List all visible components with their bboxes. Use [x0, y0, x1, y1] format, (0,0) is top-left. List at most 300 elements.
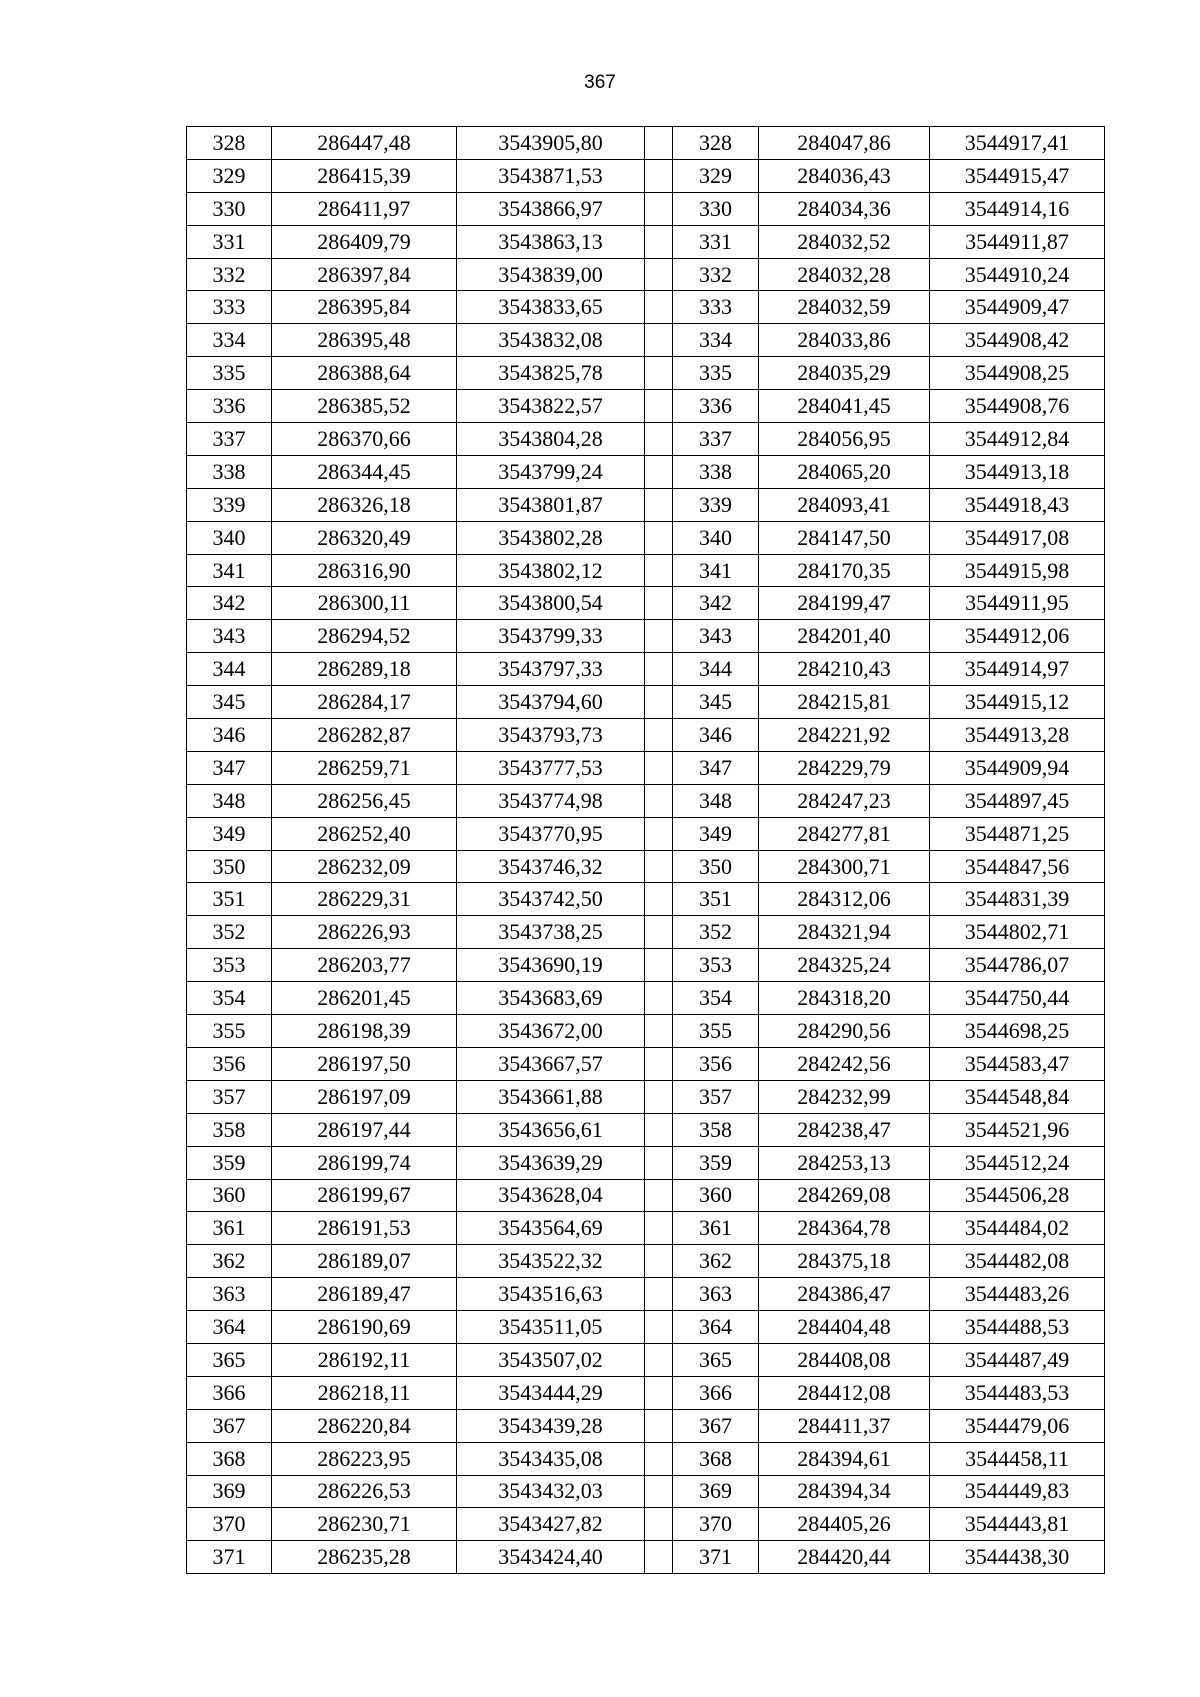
table-row: [187, 159, 1105, 192]
x-coordinate-right: 284170,35: [759, 554, 930, 587]
y-coordinate-left: 3543871,53: [457, 159, 645, 192]
y-coordinate-left: 3543516,63: [457, 1278, 645, 1311]
point-number-left: 334: [187, 324, 272, 357]
y-coordinate-right: 3544913,18: [930, 455, 1105, 488]
y-coordinate-right: 3544698,25: [930, 1015, 1105, 1048]
x-coordinate-left: 286326,18: [272, 488, 457, 521]
point-number-right: 347: [673, 751, 759, 784]
point-number-left: 344: [187, 653, 272, 686]
y-coordinate-left: 3543802,12: [457, 554, 645, 587]
point-number-right: 361: [673, 1212, 759, 1245]
y-coordinate-right: 3544912,06: [930, 620, 1105, 653]
y-coordinate-right: 3544483,53: [930, 1376, 1105, 1409]
y-coordinate-left: 3543863,13: [457, 225, 645, 258]
table-row: [187, 1343, 1105, 1376]
y-coordinate-left: 3543522,32: [457, 1245, 645, 1278]
x-coordinate-left: 286190,69: [272, 1311, 457, 1344]
y-coordinate-left: 3543801,87: [457, 488, 645, 521]
y-coordinate-right: 3544917,41: [930, 127, 1105, 160]
point-number-right: 358: [673, 1113, 759, 1146]
x-coordinate-left: 286226,93: [272, 916, 457, 949]
point-number-right: 341: [673, 554, 759, 587]
spacer-cell: [645, 1113, 673, 1146]
point-number-left: 364: [187, 1311, 272, 1344]
x-coordinate-right: 284199,47: [759, 587, 930, 620]
x-coordinate-right: 284408,08: [759, 1343, 930, 1376]
y-coordinate-left: 3543564,69: [457, 1212, 645, 1245]
spacer-cell: [645, 357, 673, 390]
y-coordinate-right: 3544911,95: [930, 587, 1105, 620]
table-row: [187, 1113, 1105, 1146]
table-row: [187, 127, 1105, 160]
x-coordinate-right: 284065,20: [759, 455, 930, 488]
point-number-right: 346: [673, 719, 759, 752]
x-coordinate-right: 284147,50: [759, 521, 930, 554]
x-coordinate-right: 284036,43: [759, 159, 930, 192]
y-coordinate-left: 3543511,05: [457, 1311, 645, 1344]
y-coordinate-right: 3544914,16: [930, 192, 1105, 225]
y-coordinate-right: 3544913,28: [930, 719, 1105, 752]
point-number-right: 339: [673, 488, 759, 521]
x-coordinate-right: 284232,99: [759, 1080, 930, 1113]
y-coordinate-left: 3543639,29: [457, 1146, 645, 1179]
x-coordinate-right: 284412,08: [759, 1376, 930, 1409]
y-coordinate-left: 3543800,54: [457, 587, 645, 620]
x-coordinate-right: 284386,47: [759, 1278, 930, 1311]
point-number-left: 330: [187, 192, 272, 225]
point-number-right: 330: [673, 192, 759, 225]
table-row: [187, 390, 1105, 423]
x-coordinate-left: 286294,52: [272, 620, 457, 653]
x-coordinate-right: 284312,06: [759, 883, 930, 916]
table-row: [187, 1376, 1105, 1409]
spacer-cell: [645, 192, 673, 225]
y-coordinate-right: 3544910,24: [930, 258, 1105, 291]
y-coordinate-right: 3544871,25: [930, 817, 1105, 850]
x-coordinate-left: 286192,11: [272, 1343, 457, 1376]
point-number-right: 356: [673, 1047, 759, 1080]
table-row: [187, 1442, 1105, 1475]
spacer-cell: [645, 258, 673, 291]
x-coordinate-left: 286197,09: [272, 1080, 457, 1113]
y-coordinate-right: 3544915,12: [930, 686, 1105, 719]
point-number-right: 362: [673, 1245, 759, 1278]
point-number-left: 363: [187, 1278, 272, 1311]
spacer-cell: [645, 850, 673, 883]
y-coordinate-left: 3543424,40: [457, 1541, 645, 1574]
table-row: [187, 192, 1105, 225]
y-coordinate-left: 3543742,50: [457, 883, 645, 916]
x-coordinate-right: 284093,41: [759, 488, 930, 521]
y-coordinate-right: 3544548,84: [930, 1080, 1105, 1113]
point-number-left: 350: [187, 850, 272, 883]
y-coordinate-right: 3544802,71: [930, 916, 1105, 949]
x-coordinate-left: 286218,11: [272, 1376, 457, 1409]
spacer-cell: [645, 1245, 673, 1278]
point-number-left: 360: [187, 1179, 272, 1212]
spacer-cell: [645, 423, 673, 456]
y-coordinate-left: 3543432,03: [457, 1475, 645, 1508]
point-number-left: 366: [187, 1376, 272, 1409]
x-coordinate-right: 284229,79: [759, 751, 930, 784]
point-number-right: 363: [673, 1278, 759, 1311]
point-number-left: 359: [187, 1146, 272, 1179]
spacer-cell: [645, 751, 673, 784]
x-coordinate-left: 286197,44: [272, 1113, 457, 1146]
point-number-left: 341: [187, 554, 272, 587]
point-number-right: 368: [673, 1442, 759, 1475]
x-coordinate-right: 284300,71: [759, 850, 930, 883]
table-row: [187, 1080, 1105, 1113]
point-number-right: 335: [673, 357, 759, 390]
y-coordinate-right: 3544750,44: [930, 982, 1105, 1015]
y-coordinate-right: 3544438,30: [930, 1541, 1105, 1574]
table-row: [187, 653, 1105, 686]
x-coordinate-left: 286397,84: [272, 258, 457, 291]
spacer-cell: [645, 127, 673, 160]
y-coordinate-right: 3544917,08: [930, 521, 1105, 554]
spacer-cell: [645, 817, 673, 850]
spacer-cell: [645, 1409, 673, 1442]
table-row: [187, 1278, 1105, 1311]
x-coordinate-left: 286203,77: [272, 949, 457, 982]
x-coordinate-right: 284047,86: [759, 127, 930, 160]
x-coordinate-left: 286189,47: [272, 1278, 457, 1311]
y-coordinate-left: 3543905,80: [457, 127, 645, 160]
x-coordinate-left: 286282,87: [272, 719, 457, 752]
point-number-left: 343: [187, 620, 272, 653]
spacer-cell: [645, 686, 673, 719]
point-number-left: 365: [187, 1343, 272, 1376]
x-coordinate-right: 284032,52: [759, 225, 930, 258]
point-number-right: 333: [673, 291, 759, 324]
y-coordinate-left: 3543799,24: [457, 455, 645, 488]
point-number-left: 361: [187, 1212, 272, 1245]
x-coordinate-left: 286232,09: [272, 850, 457, 883]
spacer-cell: [645, 982, 673, 1015]
point-number-left: 351: [187, 883, 272, 916]
spacer-cell: [645, 159, 673, 192]
y-coordinate-left: 3543799,33: [457, 620, 645, 653]
y-coordinate-left: 3543672,00: [457, 1015, 645, 1048]
y-coordinate-right: 3544911,87: [930, 225, 1105, 258]
table-row: [187, 1475, 1105, 1508]
x-coordinate-left: 286230,71: [272, 1508, 457, 1541]
y-coordinate-right: 3544458,11: [930, 1442, 1105, 1475]
x-coordinate-left: 286197,50: [272, 1047, 457, 1080]
table-row: [187, 554, 1105, 587]
x-coordinate-right: 284247,23: [759, 784, 930, 817]
y-coordinate-left: 3543435,08: [457, 1442, 645, 1475]
point-number-left: 352: [187, 916, 272, 949]
y-coordinate-left: 3543439,28: [457, 1409, 645, 1442]
x-coordinate-left: 286411,97: [272, 192, 457, 225]
y-coordinate-left: 3543690,19: [457, 949, 645, 982]
spacer-cell: [645, 1015, 673, 1048]
spacer-cell: [645, 1278, 673, 1311]
table-row: [187, 225, 1105, 258]
spacer-cell: [645, 719, 673, 752]
point-number-left: 339: [187, 488, 272, 521]
spacer-cell: [645, 916, 673, 949]
point-number-right: 367: [673, 1409, 759, 1442]
y-coordinate-right: 3544909,94: [930, 751, 1105, 784]
spacer-cell: [645, 455, 673, 488]
x-coordinate-left: 286229,31: [272, 883, 457, 916]
spacer-cell: [645, 1146, 673, 1179]
y-coordinate-right: 3544908,25: [930, 357, 1105, 390]
point-number-left: 340: [187, 521, 272, 554]
point-number-left: 354: [187, 982, 272, 1015]
point-number-left: 336: [187, 390, 272, 423]
point-number-right: 338: [673, 455, 759, 488]
x-coordinate-right: 284321,94: [759, 916, 930, 949]
table-row: [187, 521, 1105, 554]
y-coordinate-right: 3544915,98: [930, 554, 1105, 587]
point-number-left: 370: [187, 1508, 272, 1541]
table-row: [187, 686, 1105, 719]
x-coordinate-left: 286316,90: [272, 554, 457, 587]
spacer-cell: [645, 1343, 673, 1376]
table-row: [187, 1179, 1105, 1212]
y-coordinate-left: 3543833,65: [457, 291, 645, 324]
point-number-left: 367: [187, 1409, 272, 1442]
spacer-cell: [645, 587, 673, 620]
point-number-left: 331: [187, 225, 272, 258]
x-coordinate-left: 286284,17: [272, 686, 457, 719]
x-coordinate-left: 286259,71: [272, 751, 457, 784]
y-coordinate-right: 3544583,47: [930, 1047, 1105, 1080]
y-coordinate-left: 3543832,08: [457, 324, 645, 357]
point-number-left: 355: [187, 1015, 272, 1048]
point-number-right: 369: [673, 1475, 759, 1508]
table-row: [187, 1212, 1105, 1245]
spacer-cell: [645, 554, 673, 587]
x-coordinate-right: 284201,40: [759, 620, 930, 653]
point-number-left: 328: [187, 127, 272, 160]
spacer-cell: [645, 488, 673, 521]
point-number-right: 352: [673, 916, 759, 949]
point-number-left: 329: [187, 159, 272, 192]
y-coordinate-left: 3543825,78: [457, 357, 645, 390]
x-coordinate-right: 284411,37: [759, 1409, 930, 1442]
table-row: [187, 1311, 1105, 1344]
y-coordinate-left: 3543804,28: [457, 423, 645, 456]
point-number-left: 337: [187, 423, 272, 456]
point-number-left: 358: [187, 1113, 272, 1146]
table-row: [187, 719, 1105, 752]
x-coordinate-left: 286447,48: [272, 127, 457, 160]
x-coordinate-left: 286252,40: [272, 817, 457, 850]
point-number-right: 349: [673, 817, 759, 850]
x-coordinate-right: 284394,34: [759, 1475, 930, 1508]
point-number-left: 353: [187, 949, 272, 982]
x-coordinate-right: 284221,92: [759, 719, 930, 752]
x-coordinate-left: 286191,53: [272, 1212, 457, 1245]
y-coordinate-right: 3544918,43: [930, 488, 1105, 521]
x-coordinate-right: 284394,61: [759, 1442, 930, 1475]
point-number-left: 368: [187, 1442, 272, 1475]
table-row: [187, 620, 1105, 653]
point-number-right: 370: [673, 1508, 759, 1541]
table-row: [187, 850, 1105, 883]
table-row: [187, 982, 1105, 1015]
spacer-cell: [645, 521, 673, 554]
x-coordinate-right: 284041,45: [759, 390, 930, 423]
y-coordinate-left: 3543866,97: [457, 192, 645, 225]
y-coordinate-right: 3544443,81: [930, 1508, 1105, 1541]
y-coordinate-right: 3544831,39: [930, 883, 1105, 916]
point-number-right: 328: [673, 127, 759, 160]
point-number-right: 359: [673, 1146, 759, 1179]
point-number-right: 360: [673, 1179, 759, 1212]
point-number-right: 345: [673, 686, 759, 719]
x-coordinate-left: 286226,53: [272, 1475, 457, 1508]
point-number-right: 355: [673, 1015, 759, 1048]
point-number-right: 340: [673, 521, 759, 554]
y-coordinate-right: 3544909,47: [930, 291, 1105, 324]
y-coordinate-right: 3544897,45: [930, 784, 1105, 817]
x-coordinate-left: 286256,45: [272, 784, 457, 817]
y-coordinate-left: 3543797,33: [457, 653, 645, 686]
point-number-left: 338: [187, 455, 272, 488]
x-coordinate-right: 284364,78: [759, 1212, 930, 1245]
y-coordinate-right: 3544487,49: [930, 1343, 1105, 1376]
point-number-right: 365: [673, 1343, 759, 1376]
table-row: [187, 1047, 1105, 1080]
point-number-left: 349: [187, 817, 272, 850]
table-row: [187, 1508, 1105, 1541]
x-coordinate-right: 284269,08: [759, 1179, 930, 1212]
y-coordinate-right: 3544786,07: [930, 949, 1105, 982]
point-number-right: 337: [673, 423, 759, 456]
y-coordinate-right: 3544482,08: [930, 1245, 1105, 1278]
x-coordinate-left: 286320,49: [272, 521, 457, 554]
point-number-right: 348: [673, 784, 759, 817]
coordinates-table: [186, 126, 1105, 1574]
x-coordinate-left: 286370,66: [272, 423, 457, 456]
table-row: [187, 1541, 1105, 1574]
x-coordinate-right: 284290,56: [759, 1015, 930, 1048]
table-row: [187, 751, 1105, 784]
table-row: [187, 258, 1105, 291]
spacer-cell: [645, 1047, 673, 1080]
spacer-cell: [645, 390, 673, 423]
y-coordinate-left: 3543661,88: [457, 1080, 645, 1113]
point-number-right: 336: [673, 390, 759, 423]
point-number-right: 371: [673, 1541, 759, 1574]
x-coordinate-right: 284056,95: [759, 423, 930, 456]
table-row: [187, 1146, 1105, 1179]
x-coordinate-left: 286409,79: [272, 225, 457, 258]
y-coordinate-left: 3543774,98: [457, 784, 645, 817]
point-number-left: 345: [187, 686, 272, 719]
point-number-left: 346: [187, 719, 272, 752]
y-coordinate-left: 3543738,25: [457, 916, 645, 949]
point-number-right: 332: [673, 258, 759, 291]
point-number-right: 366: [673, 1376, 759, 1409]
y-coordinate-left: 3543444,29: [457, 1376, 645, 1409]
table-row: [187, 1245, 1105, 1278]
point-number-left: 371: [187, 1541, 272, 1574]
x-coordinate-right: 284032,28: [759, 258, 930, 291]
x-coordinate-left: 286344,45: [272, 455, 457, 488]
x-coordinate-left: 286415,39: [272, 159, 457, 192]
table-row: [187, 784, 1105, 817]
point-number-right: 357: [673, 1080, 759, 1113]
y-coordinate-right: 3544483,26: [930, 1278, 1105, 1311]
y-coordinate-right: 3544506,28: [930, 1179, 1105, 1212]
y-coordinate-right: 3544908,76: [930, 390, 1105, 423]
x-coordinate-left: 286220,84: [272, 1409, 457, 1442]
y-coordinate-right: 3544521,96: [930, 1113, 1105, 1146]
point-number-left: 347: [187, 751, 272, 784]
table-row: [187, 1015, 1105, 1048]
table-row: [187, 488, 1105, 521]
x-coordinate-left: 286201,45: [272, 982, 457, 1015]
spacer-cell: [645, 883, 673, 916]
x-coordinate-right: 284238,47: [759, 1113, 930, 1146]
point-number-right: 350: [673, 850, 759, 883]
x-coordinate-left: 286289,18: [272, 653, 457, 686]
table-row: [187, 587, 1105, 620]
table-row: [187, 916, 1105, 949]
y-coordinate-left: 3543683,69: [457, 982, 645, 1015]
y-coordinate-left: 3543839,00: [457, 258, 645, 291]
spacer-cell: [645, 1376, 673, 1409]
table-row: [187, 455, 1105, 488]
x-coordinate-right: 284325,24: [759, 949, 930, 982]
x-coordinate-right: 284375,18: [759, 1245, 930, 1278]
x-coordinate-right: 284405,26: [759, 1508, 930, 1541]
point-number-right: 354: [673, 982, 759, 1015]
x-coordinate-right: 284034,36: [759, 192, 930, 225]
x-coordinate-left: 286198,39: [272, 1015, 457, 1048]
x-coordinate-left: 286223,95: [272, 1442, 457, 1475]
x-coordinate-left: 286189,07: [272, 1245, 457, 1278]
x-coordinate-right: 284032,59: [759, 291, 930, 324]
y-coordinate-right: 3544488,53: [930, 1311, 1105, 1344]
table-row: [187, 883, 1105, 916]
y-coordinate-right: 3544915,47: [930, 159, 1105, 192]
spacer-cell: [645, 291, 673, 324]
x-coordinate-right: 284318,20: [759, 982, 930, 1015]
point-number-right: 334: [673, 324, 759, 357]
point-number-right: 342: [673, 587, 759, 620]
x-coordinate-right: 284404,48: [759, 1311, 930, 1344]
x-coordinate-right: 284277,81: [759, 817, 930, 850]
x-coordinate-right: 284035,29: [759, 357, 930, 390]
point-number-left: 333: [187, 291, 272, 324]
page-number: 367: [584, 72, 616, 93]
point-number-right: 351: [673, 883, 759, 916]
spacer-cell: [645, 949, 673, 982]
spacer-cell: [645, 1541, 673, 1574]
spacer-cell: [645, 784, 673, 817]
x-coordinate-right: 284242,56: [759, 1047, 930, 1080]
y-coordinate-right: 3544484,02: [930, 1212, 1105, 1245]
point-number-left: 369: [187, 1475, 272, 1508]
y-coordinate-left: 3543746,32: [457, 850, 645, 883]
point-number-left: 357: [187, 1080, 272, 1113]
x-coordinate-right: 284420,44: [759, 1541, 930, 1574]
y-coordinate-right: 3544479,06: [930, 1409, 1105, 1442]
spacer-cell: [645, 1508, 673, 1541]
y-coordinate-left: 3543802,28: [457, 521, 645, 554]
table-row: [187, 291, 1105, 324]
y-coordinate-left: 3543794,60: [457, 686, 645, 719]
y-coordinate-left: 3543427,82: [457, 1508, 645, 1541]
